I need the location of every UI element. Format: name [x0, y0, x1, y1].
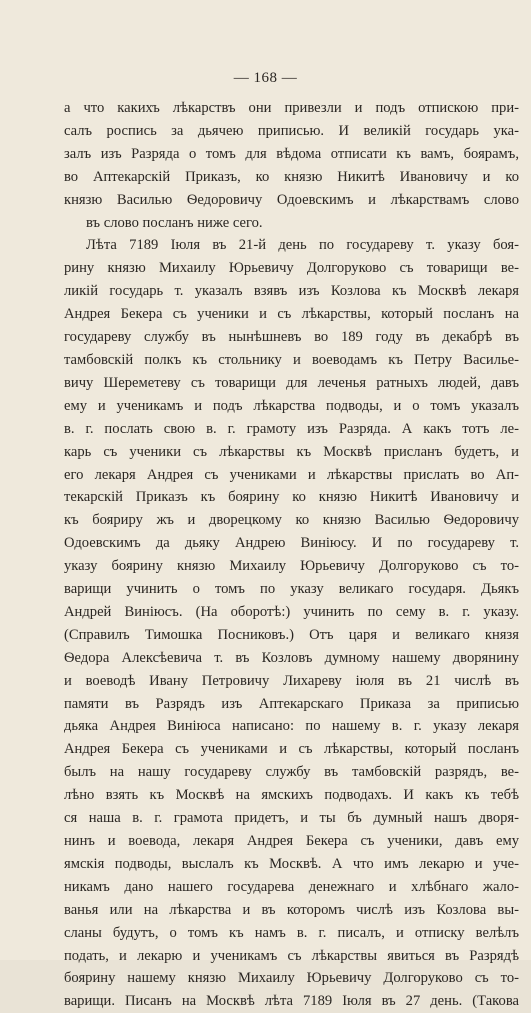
text-line: ликій государь т. указалъ взявъ изъ Козлова къ Москвѣ лекаря: [64, 283, 519, 300]
text-line: ему и ученикамъ и подъ лѣкарства подводы, и о томъ указалъ: [64, 397, 519, 414]
text-line: тамбовскій полкъ къ стольнику и воеводамъ къ Петру Василье-: [64, 351, 519, 368]
text-line: Одоевскимъ да дьяку Андрею Виніюсу. И по государеву т.: [64, 535, 519, 552]
text-line: памяти въ Разрядъ изъ Аптекарскаго Приказа за приписью: [64, 695, 519, 712]
text-line: Андрей Виніюсъ. (На оборотѣ:) учинить по сему в. г. указу.: [64, 603, 519, 620]
text-line: вичу Шереметеву съ товарищи для леченья ратныхъ людей, давъ: [64, 374, 519, 391]
text-line: ся наша в. г. грамота придетъ, и ты бъ думный нашъ дворя-: [64, 810, 519, 827]
text-line: указу боярину князю Михаилу Юрьевичу Долгоруково съ то-: [64, 558, 519, 575]
text-line: дьяка Андрея Виніюса написано: по нашему в. г. указу лекаря: [64, 718, 519, 735]
text-line: салъ роспись за дьячею приписью. И великій государь ука-: [64, 122, 519, 139]
text-line: подать, и лекарю и ученикамъ съ лѣкарствы явиться въ Разрядѣ: [64, 947, 519, 964]
body-text: [64, 97, 519, 1013]
text-line: князю Василью Ѳедоровичу Одоевскимъ и лѣкарствамъ слово: [64, 191, 519, 208]
text-line: Андрея Бекера съ учениками и съ лѣкарствы, который посланъ: [64, 741, 519, 758]
text-line: ямскія подводы, выслалъ къ Москвѣ. А что имъ лекарю и уче-: [64, 855, 519, 872]
text-line: рину князю Михаилу Юрьевичу Долгоруково съ товарищи ве-: [64, 260, 519, 277]
text-line: а что какихъ лѣкарствъ они привезли и подъ отпискою при-: [64, 100, 519, 116]
text-line: залъ изъ Разряда о томъ для вѣдома отписати къ вамъ, боярамъ,: [64, 145, 519, 162]
page-number: — 168 —: [233, 70, 298, 86]
text-line: въ слово посланъ ниже сего.: [86, 214, 263, 231]
text-line: текарскій Приказъ къ боярину ко князю Никитѣ Ивановичу и: [64, 489, 519, 506]
text-line: боярину нашему князю Михаилу Юрьевичу Долгоруково съ то-: [64, 970, 519, 987]
text-line: Ѳедора Алексѣевича т. въ Козловъ думному нашему дворянину: [64, 649, 519, 666]
text-line: (Справилъ Тимошка Посниковъ.) Отъ царя и великаго князя: [64, 626, 519, 643]
text-line: никамъ дано нашего государева денежнаго и хлѣбнаго жало-: [64, 878, 519, 895]
text-line: варищи. Писанъ на Москвѣ лѣта 7189 Іюля въ 27 день. (Такова: [64, 993, 519, 1010]
text-line: къ бояриру жъ и дворецкому ко князю Василью Ѳедоровичу: [64, 512, 519, 529]
text-line: Лѣта 7189 Іюля въ 21-й день по государеву т. указу боя-: [86, 237, 519, 254]
text-line: карь съ ученики съ лѣкарствы къ Москвѣ присланъ будетъ, и: [64, 443, 519, 460]
text-line: государеву службу въ нынѣшневъ во 189 году въ декабрѣ въ: [64, 329, 519, 346]
text-line: варищи учинить о томъ по указу великаго государя. Дьякъ: [64, 581, 519, 598]
text-line: сланы будутъ, о томъ къ намъ в. г. писалъ, и отписку велѣлъ: [64, 924, 519, 941]
text-line: Андрея Бекера съ ученики и съ лѣкарствы, который посланъ на: [64, 306, 519, 323]
text-line: и воеводѣ Ивану Петровичу Лихареву іюля въ 21 числѣ въ: [64, 672, 519, 689]
text-line: в. г. послать свою в. г. грамоту изъ Разряда. А какъ тотъ ле-: [64, 420, 519, 437]
text-line: былъ на нашу государеву службу въ тамбовскій разрядъ, ве-: [64, 764, 519, 781]
text-line: нинъ и воевода, лекаря Андрея Бекера съ ученики, давъ ему: [64, 833, 519, 849]
text-line: его лекаря Андрея съ учениками и лѣкарствы прислать во Ап-: [64, 466, 519, 483]
text-line: ванья или на лѣкарства и въ которомъ числѣ изъ Козлова вы-: [64, 901, 519, 918]
text-line: во Аптекарскій Приказъ, ко князю Никитѣ Ивановичу и ко: [64, 168, 519, 185]
text-line: лѣно взять къ Москвѣ на ямскихъ подводахъ. И какъ къ тебѣ: [64, 787, 519, 804]
